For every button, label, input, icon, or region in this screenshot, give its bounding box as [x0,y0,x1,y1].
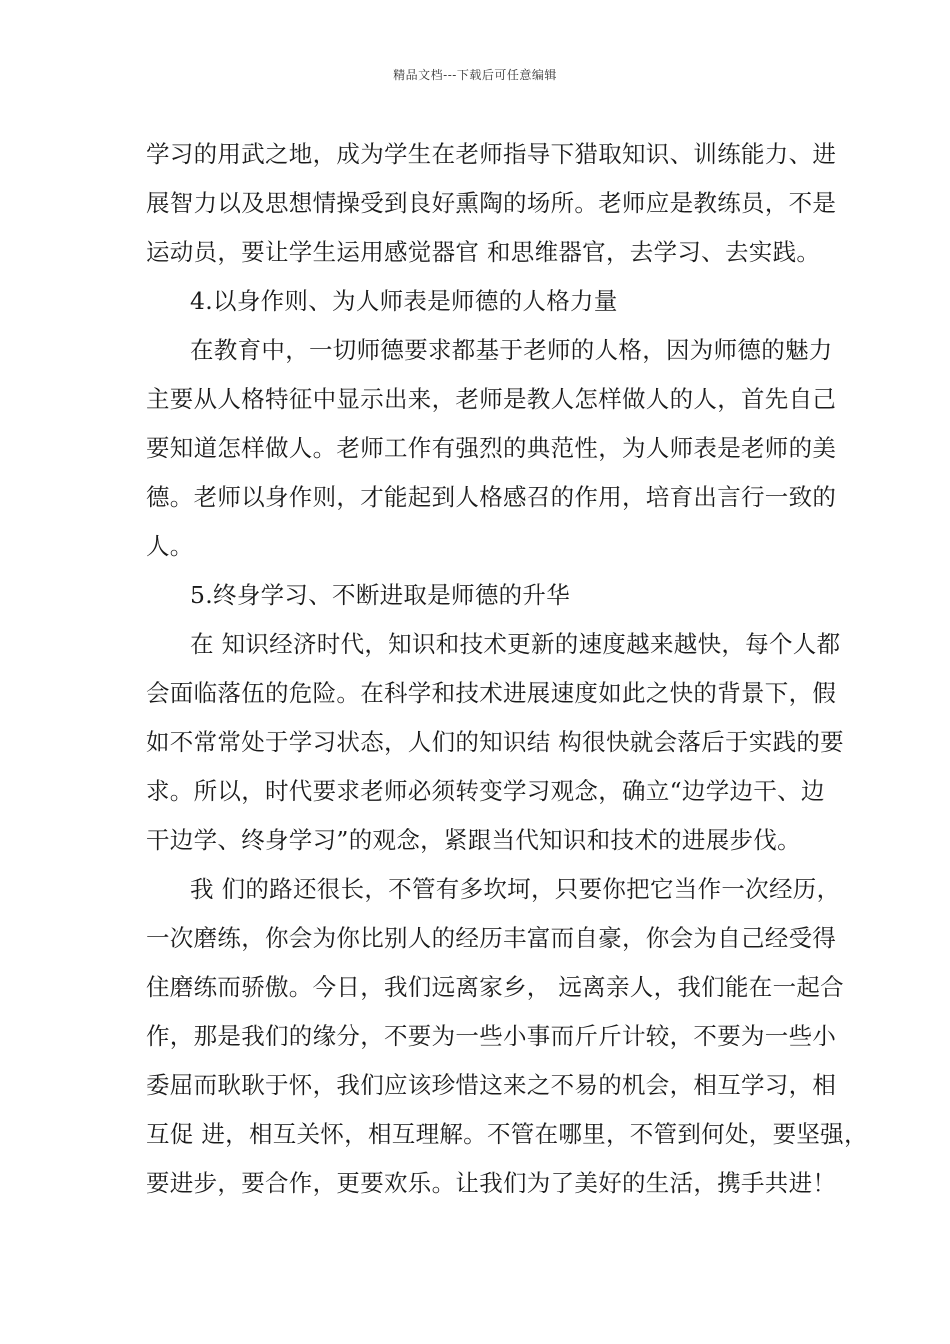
document-body [146,130,868,1208]
text-line: 人。 [146,532,194,560]
text-line: 作，那是我们的缘分，不要为一些小事而斤斤计较，不要为一些小 [146,1022,837,1050]
text-line: 求。所以，时代要求老师必须转变学习观念，确立“边学边干、边 [146,777,825,805]
text-line: 学习的用武之地，成为学生在老师指导下猎取知识、训练能力、进 [146,140,837,168]
text-line: 在 知识经济时代，知识和技术更新的速度越来越快，每个人都 [190,630,841,658]
text-line: 互促 进，相互关怀，相互理解。不管在哪里，不管到何处，要坚强， [146,1120,868,1148]
text-line: 要知道怎样做人。老师工作有强烈的典范性，为人师表是老师的美 [146,434,837,462]
text-line: 要进步，要合作，更要欢乐。让我们为了美好的生活，携手共进！ [146,1169,837,1197]
section-heading: 5.终身学习、不断进取是师德的升华 [190,581,571,609]
text-line: 委屈而耿耿于怀，我们应该珍惜这来之不易的机会，相互学习，相 [146,1071,837,1099]
text-line: 运动员，要让学生运用感觉器官 和思维器官，去学习、去实践。 [146,238,821,266]
section-heading: 4.以身作则、为人师表是师德的人格力量 [190,287,618,315]
text-line: 德。老师以身作则，才能起到人格感召的作用，培育出言行一致的 [146,483,837,511]
text-line: 住磨练而骄傲。今日，我们远离家乡， 远离亲人，我们能在一起合 [146,973,844,1001]
text-line: 主要从人格特征中显示出来，老师是教人怎样做人的人，首先自己 [146,385,837,413]
text-line: 如不常常处于学习状态，人们的知识结 构很快就会落后于实践的要 [146,728,844,756]
text-line: 干边学、终身学习”的观念，紧跟当代知识和技术的进展步伐。 [146,826,801,854]
text-line: 展智力以及思想情操受到良好熏陶的场所。老师应是教练员，不是 [146,189,837,217]
page-header: 精品文档---下载后可任意编辑 [393,68,557,82]
text-line: 一次磨练，你会为你比别人的经历丰富而自豪，你会为自己经受得 [146,924,837,952]
text-line: 会面临落伍的危险。在科学和技术进展速度如此之快的背景下，假 [146,679,837,707]
text-line: 在教育中，一切师德要求都基于老师的人格，因为师德的魅力 [190,336,833,364]
text-line: 我 们的路还很长，不管有多坎坷，只要你把它当作一次经历， [190,875,841,903]
